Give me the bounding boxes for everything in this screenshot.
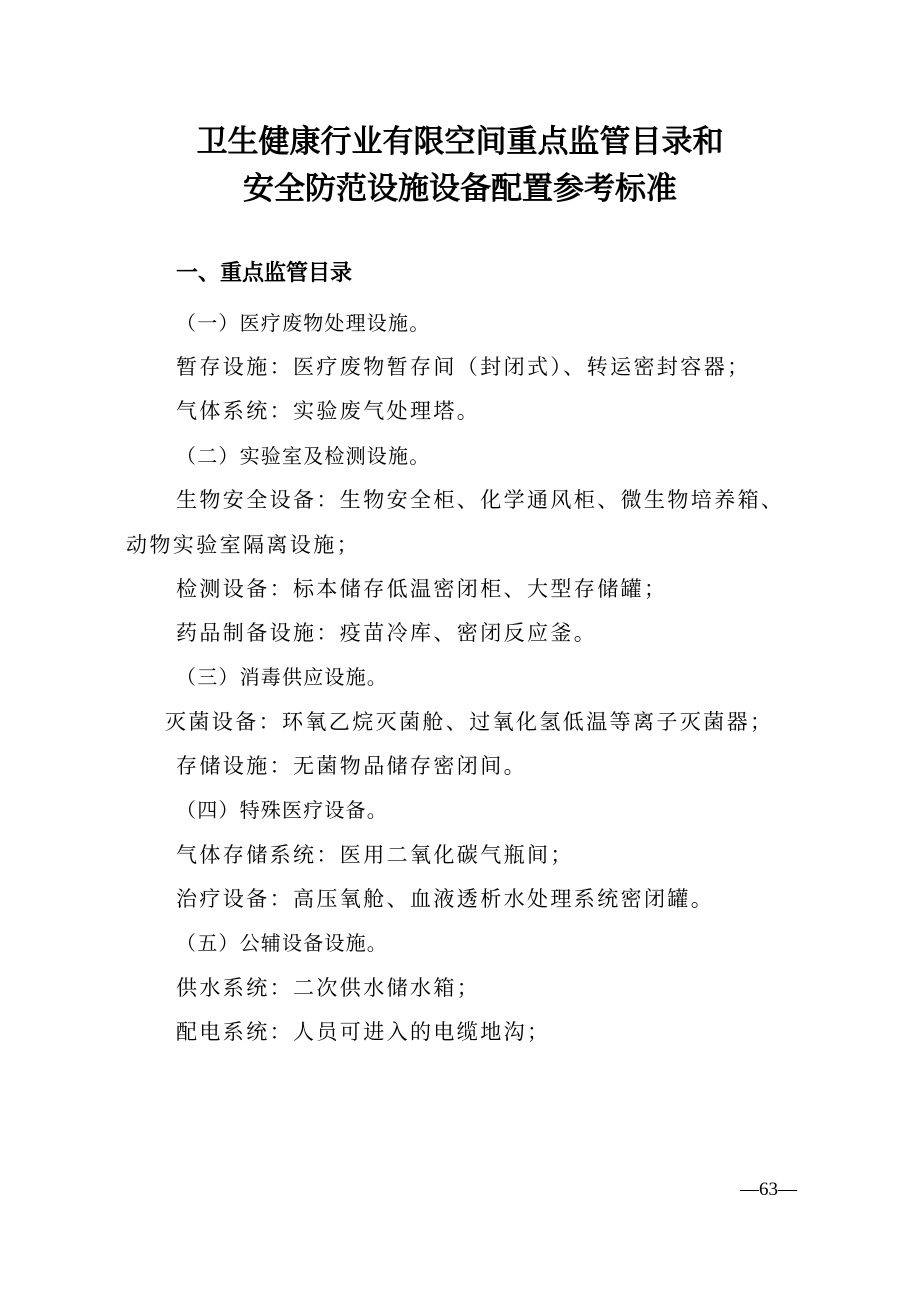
paragraph-line: 气体系统：实验废气处理塔。 [176,399,481,423]
document-title-line-2: 安全防范设施设备配置参考标准 [243,171,677,207]
paragraph-line: 治疗设备：高压氧舱、血液透析水处理系统密闭罐。 [176,887,715,911]
paragraph-line: 气体存储系统：医用二氧化碳气瓶间； [176,843,574,867]
paragraph-line: 灭菌设备：环氧乙烷灭菌舱、过氧化氢低温等离子灭菌器； [165,710,774,734]
paragraph-line: 检测设备：标本储存低温密闭柜、大型存储罐； [176,577,668,601]
paragraph-line-continued: 动物实验室隔离设施； [126,533,360,557]
paragraph-line: 供水系统：二次供水储水箱； [176,976,481,1000]
subsection-heading-5: （五）公辅设备设施。 [176,931,388,955]
subsection-heading-3: （三）消毒供应设施。 [176,665,388,689]
section-heading: 一、重点监管目录 [176,261,353,286]
paragraph-line: 药品制备设施：疫苗冷库、密闭反应釜。 [176,621,598,645]
paragraph-line: 生物安全设备：生物安全柜、化学通风柜、微生物培养箱、 [176,488,785,512]
paragraph-line: 配电系统：人员可进入的电缆地沟； [176,1020,551,1044]
page-number: —63— [740,1179,797,1200]
paragraph-line: 暂存设施：医疗废物暂存间（封闭式）、转运密封容器； [176,355,751,379]
subsection-heading-2: （二）实验室及检测设施。 [176,444,431,468]
document-title-line-1: 卫生健康行业有限空间重点监管目录和 [196,124,724,160]
subsection-heading-4: （四）特殊医疗设备。 [176,798,388,822]
paragraph-line: 存储设施：无菌物品储存密闭间。 [176,754,527,778]
subsection-heading-1: （一）医疗废物处理设施。 [176,311,431,335]
